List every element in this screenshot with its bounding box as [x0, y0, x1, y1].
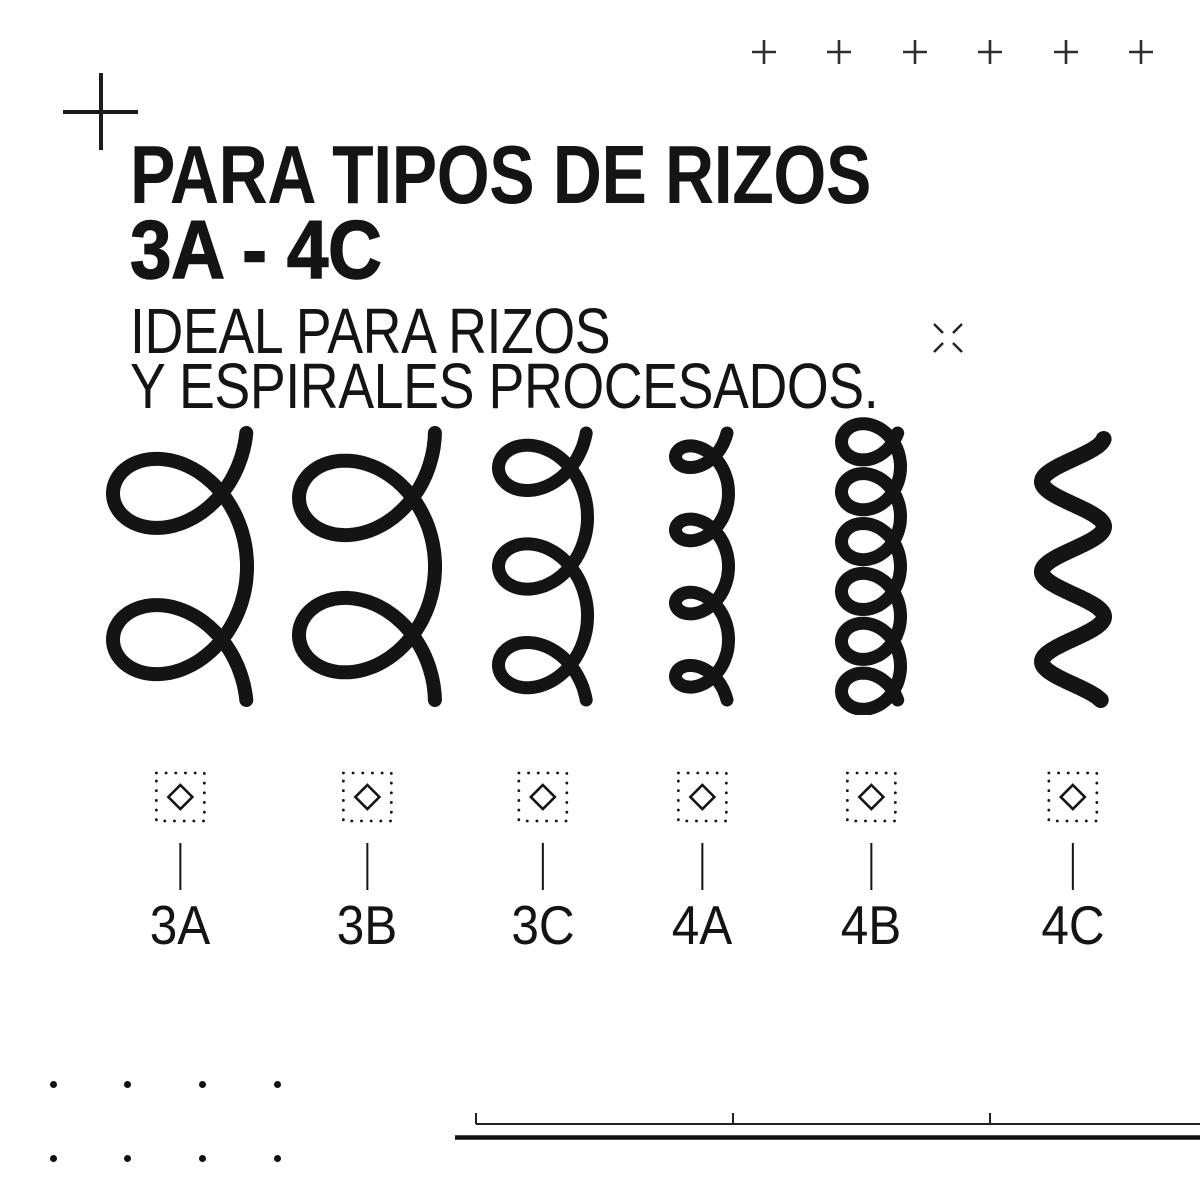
curl-patterns: [0, 415, 1200, 715]
connector-line: [1072, 843, 1074, 890]
plus-icon: [824, 37, 854, 67]
curl-type-label: [508, 894, 578, 956]
plus-icon: [900, 37, 930, 67]
marker-column-4a: [668, 770, 735, 956]
curl-type-label-text: 3B: [336, 894, 398, 956]
marker-column-4b: [837, 770, 904, 956]
curl-illustration-4c: [1042, 439, 1104, 700]
curl-type-label: [333, 894, 400, 956]
plus-icon: [975, 37, 1005, 67]
decor-dot: [199, 1081, 206, 1088]
marker-column-3c: [508, 770, 578, 956]
decor-dot: [274, 1155, 281, 1162]
marker-column-3b: [333, 770, 400, 956]
subtitle-line-2: [130, 350, 1021, 422]
marker-column-3a: [146, 770, 213, 956]
curl-type-label-text: 3C: [511, 894, 575, 956]
marker-column-4c: [1038, 770, 1108, 956]
connector-line: [701, 843, 703, 890]
subtitle-text-2: Y ESPIRALES PROCESADOS.: [130, 350, 879, 422]
x-icon: [928, 318, 968, 358]
decor-dot: [199, 1155, 206, 1162]
curl-illustration-3c: [499, 433, 588, 700]
diamond-marker-icon: [153, 770, 207, 824]
curl-type-label-text: 4B: [840, 894, 902, 956]
diamond-marker-icon: [516, 770, 570, 824]
decor-dot: [124, 1155, 131, 1162]
connector-line: [366, 843, 368, 890]
curl-type-label: [837, 894, 904, 956]
connector-line: [179, 843, 181, 890]
diamond-marker-icon: [675, 770, 729, 824]
curl-illustration-3b: [299, 433, 435, 700]
curl-type-label-text: 3A: [149, 894, 211, 956]
decor-dot: [50, 1155, 57, 1162]
diamond-marker-icon: [1046, 770, 1100, 824]
connector-line: [870, 843, 872, 890]
curl-type-label-text: 4C: [1041, 894, 1105, 956]
title-range: [130, 203, 409, 296]
curl-illustration-4a: [676, 433, 729, 700]
title-text: PARA TIPOS DE RIZOS: [130, 128, 871, 221]
title-range-text: 3A - 4C: [130, 203, 382, 296]
decor-dot: [274, 1081, 281, 1088]
curl-illustration-3a: [113, 433, 247, 700]
plus-icon: [1051, 37, 1081, 67]
decor-dot: [50, 1081, 57, 1088]
ruler-line: [440, 1105, 1200, 1150]
curl-type-label: [1038, 894, 1108, 956]
plus-icon: [749, 37, 779, 67]
decor-dot: [124, 1081, 131, 1088]
diamond-marker-icon: [844, 770, 898, 824]
plus-icon: [1126, 37, 1156, 67]
diamond-marker-icon: [340, 770, 394, 824]
connector-line: [542, 843, 544, 890]
curl-type-label-text: 4A: [671, 894, 733, 956]
subtitle-text-1: IDEAL PARA RIZOS: [130, 295, 611, 367]
curl-illustration-4b: [842, 424, 901, 710]
plus-icon: [61, 71, 141, 153]
curl-type-label: [146, 894, 213, 956]
curl-type-label: [668, 894, 735, 956]
